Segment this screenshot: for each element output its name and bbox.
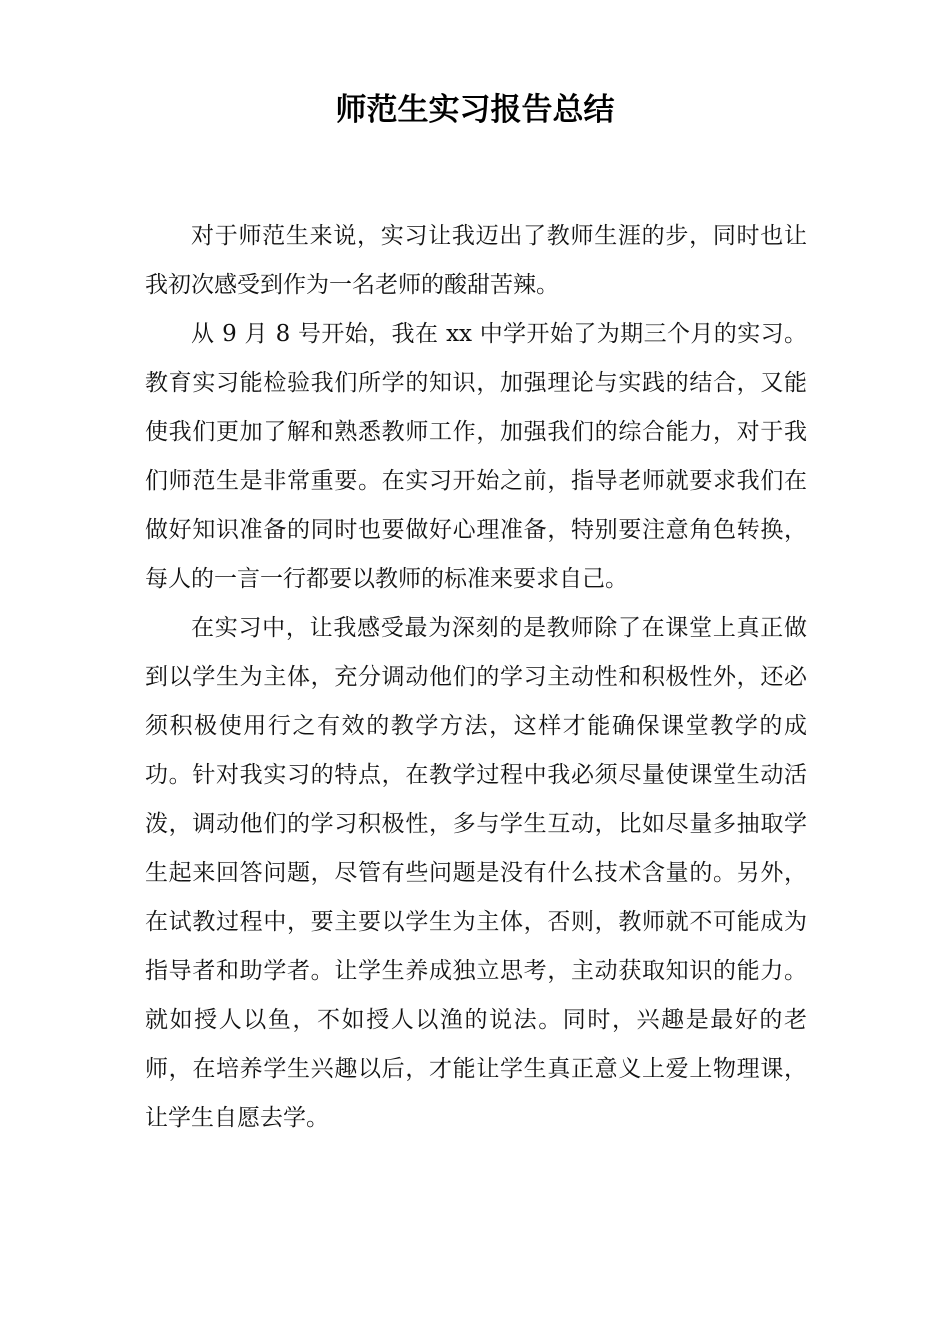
document-body [145, 212, 807, 1143]
paragraph-internship-start: 从 9 月 8 号开始，我在 xx 中学开始了为期三个月的实习。教育实习能检验我们所学的知识，加强理论与实践的结合，又能使我们更加了解和熟悉教师工作，加强我们的综合能力，对于我们师范生是非常重要。在实习开始之前，指导老师就要求我们在做好知识准备的同时也要做好心理准备，特别要注意角色转换，每人的一言一行都要以教师的标准来要求自己。 [145, 321, 807, 592]
document-title: 师范生实习报告总结 [335, 92, 615, 128]
paragraph-teaching-reflection: 在实习中，让我感受最为深刻的是教师除了在课堂上真正做到以学生为主体，充分调动他们的学习主动性和积极性外，还必须积极使用行之有效的教学方法，这样才能确保课堂教学的成功。针对我实习的特点，在教学过程中我必须尽量使课堂生动活泼，调动他们的学习积极性，多与学生互动，比如尽量多抽取学生起来回答问题，尽管有些问题是没有什么技术含量的。另外，在试教过程中，要主要以学生为主体，否则，教师就不可能成为指导者和助学者。让学生养成独立思考，主动获取知识的能力。就如授人以鱼，不如授人以渔的说法。同时，兴趣是最好的老师，在培养学生兴趣以后，才能让学生真正意义上爱上物理课，让学生自愿去学。 [145, 615, 807, 1131]
paragraph-intro: 对于师范生来说，实习让我迈出了教师生涯的步，同时也让我初次感受到作为一名老师的酸甜苦辣。 [145, 223, 807, 298]
